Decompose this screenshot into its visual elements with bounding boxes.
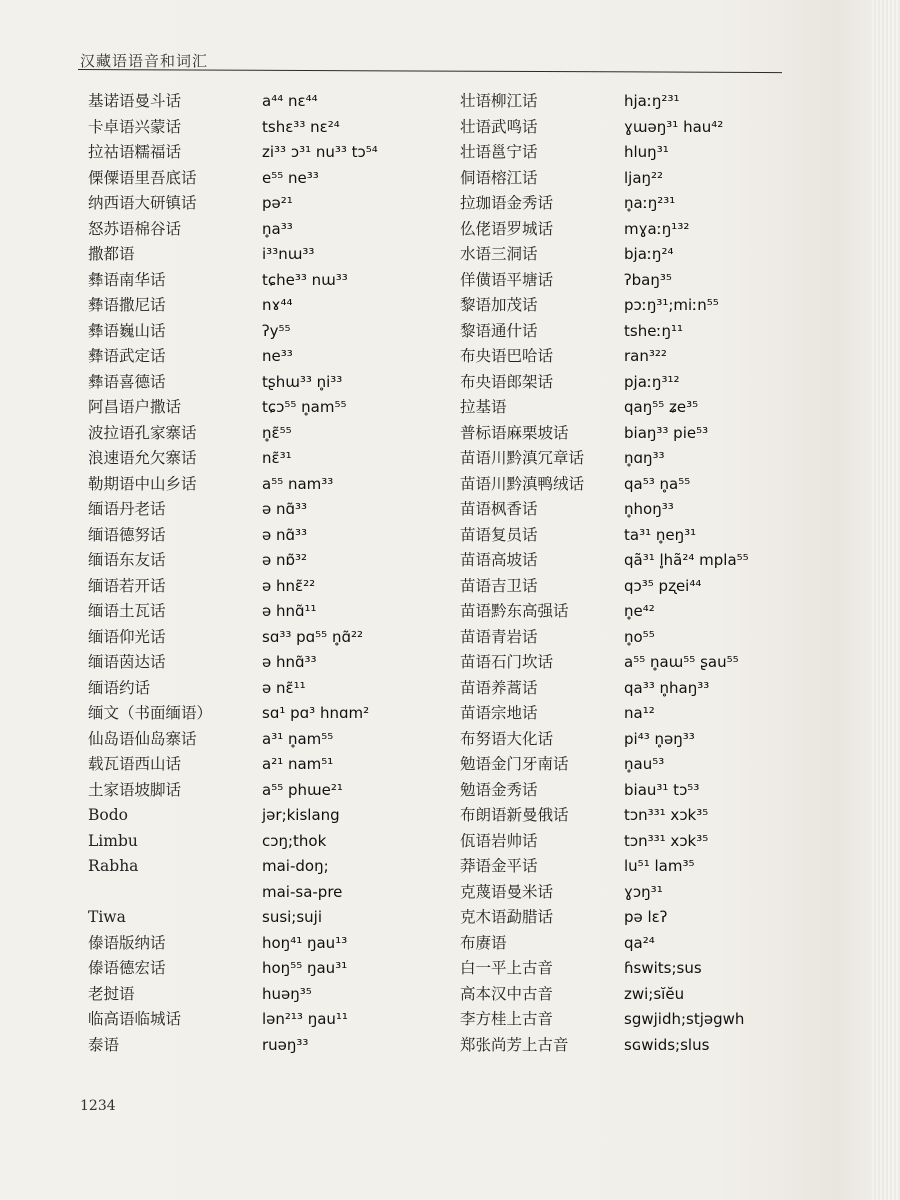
language-name: 老挝语 bbox=[88, 984, 135, 1003]
word-form: na¹² bbox=[624, 704, 655, 722]
word-form: a³¹ n̥am⁵⁵ bbox=[262, 729, 334, 748]
word-form: sɢwids;slus bbox=[624, 1035, 710, 1054]
language-name: 勉语金秀话 bbox=[460, 780, 538, 799]
word-form: ə nɒ̃³² bbox=[262, 551, 308, 569]
word-form: ɣɯəŋ³¹ hau⁴² bbox=[624, 117, 724, 136]
word-form: ne³³ bbox=[262, 347, 293, 365]
word-form: mɣaːŋ¹³² bbox=[624, 219, 690, 238]
word-form: n̥o⁵⁵ bbox=[624, 627, 655, 646]
word-form: n̥ɛ̃⁵⁵ bbox=[262, 423, 292, 442]
word-form: qa²⁴ bbox=[624, 933, 655, 952]
word-form: tɕhe³³ nɯ³³ bbox=[262, 270, 348, 289]
word-form: ɣɔŋ³¹ bbox=[624, 882, 663, 901]
word-form: ʔy⁵⁵ bbox=[262, 321, 291, 340]
language-name: 缅语东友话 bbox=[88, 551, 166, 569]
language-name: 仫佬语罗城话 bbox=[460, 219, 554, 238]
word-form: zi³³ ɔ³¹ nu³³ tɔ⁵⁴ bbox=[262, 143, 378, 161]
language-name: 克木语勐腊话 bbox=[460, 908, 554, 926]
language-name: 莽语金平话 bbox=[460, 857, 538, 875]
word-form: a²¹ nam⁵¹ bbox=[262, 755, 334, 773]
language-name: 佤语岩帅话 bbox=[460, 831, 538, 850]
word-form: pjaːŋ³¹² bbox=[624, 372, 680, 391]
word-form: lu⁵¹ lam³⁵ bbox=[624, 857, 695, 875]
word-form: zwi;sĭĕu bbox=[624, 984, 685, 1003]
word-form: biau³¹ tɔ⁵³ bbox=[624, 780, 700, 799]
language-name: 缅语约话 bbox=[88, 678, 151, 697]
running-head: 汉藏语语音和词汇 bbox=[80, 52, 209, 70]
language-name: 缅语仰光话 bbox=[88, 627, 166, 646]
language-name: 撒都语 bbox=[88, 245, 135, 263]
word-form: qɔ³⁵ pʐei⁴⁴ bbox=[624, 576, 702, 595]
word-form: ruəŋ³³ bbox=[262, 1035, 309, 1054]
word-form: hjaːŋ²³¹ bbox=[624, 92, 680, 110]
word-form: tɔn³³¹ xɔk³⁵ bbox=[624, 806, 709, 824]
language-name: 卡卓语兴蒙话 bbox=[88, 117, 182, 136]
word-form: ə hnɑ̃¹¹ bbox=[262, 602, 317, 620]
language-name: 傣语版纳话 bbox=[88, 933, 166, 952]
word-form: tsheːŋ¹¹ bbox=[624, 321, 684, 340]
language-name: 布央语郎架话 bbox=[460, 372, 554, 391]
word-form: nɛ̃³¹ bbox=[262, 449, 292, 467]
language-name: 载瓦语西山话 bbox=[88, 755, 182, 773]
language-name: 彝语武定话 bbox=[88, 347, 166, 365]
language-name: 苗语养蒿话 bbox=[460, 678, 538, 697]
word-form: ə hnɛ̃²² bbox=[262, 576, 316, 595]
word-form: tshɛ³³ nɛ²⁴ bbox=[262, 117, 340, 136]
language-name: 怒苏语棉谷话 bbox=[88, 219, 182, 238]
word-form: sɑ¹ pɑ³ hnɑm² bbox=[262, 704, 370, 722]
word-form: pi⁴³ n̥əŋ³³ bbox=[624, 729, 695, 748]
language-name: 浪速语允欠寨话 bbox=[88, 449, 197, 467]
word-form: qa⁵³ n̥a⁵⁵ bbox=[624, 474, 691, 493]
word-form: sɑ³³ pɑ⁵⁵ n̥ɑ̃²² bbox=[262, 627, 364, 646]
language-name: 彝语撒尼话 bbox=[88, 296, 166, 314]
word-form: a⁵⁵ nam³³ bbox=[262, 474, 334, 493]
word-form: mai-doŋ; bbox=[262, 857, 329, 875]
language-name: Tiwa bbox=[88, 908, 126, 926]
language-name: 苗语石门坎话 bbox=[460, 653, 554, 671]
language-name: 高本汉中古音 bbox=[460, 984, 554, 1003]
language-name: 苗语吉卫话 bbox=[460, 576, 538, 595]
language-name: 纳西语大研镇话 bbox=[88, 194, 197, 212]
word-form: biaŋ³³ pie⁵³ bbox=[624, 423, 709, 442]
language-name: 拉祜语糯福话 bbox=[88, 143, 182, 161]
language-name: 苗语宗地话 bbox=[460, 704, 538, 722]
word-form: ə nɑ̃³³ bbox=[262, 500, 308, 518]
language-name: 缅语土瓦话 bbox=[88, 602, 166, 620]
language-name: 克蔑语曼米话 bbox=[460, 882, 554, 901]
language-name: 壮语邕宁话 bbox=[460, 143, 538, 161]
page-edge bbox=[872, 0, 900, 1200]
word-form: a⁵⁵ phɯe²¹ bbox=[262, 780, 343, 799]
word-form: pə lɛʔ bbox=[624, 908, 668, 926]
language-name: 苗语枫香话 bbox=[460, 500, 538, 518]
language-name: 苗语复员话 bbox=[460, 525, 538, 544]
word-form: qã³¹ l̥hã²⁴ mpla⁵⁵ bbox=[624, 551, 749, 569]
word-form: pə²¹ bbox=[262, 194, 293, 212]
language-name: 土家语坡脚话 bbox=[88, 780, 182, 799]
language-name: 布朗语新曼俄话 bbox=[460, 806, 569, 824]
language-name: 傣语德宏话 bbox=[88, 959, 166, 977]
language-name: 阿昌语户撒话 bbox=[88, 398, 182, 416]
word-form: i³³nɯ³³ bbox=[262, 245, 315, 263]
language-name: 苗语高坡话 bbox=[460, 551, 538, 569]
language-name: 布赓语 bbox=[460, 933, 507, 952]
word-form: ɦswits;sus bbox=[624, 959, 702, 977]
word-form: tɕɔ⁵⁵ n̥am⁵⁵ bbox=[262, 398, 347, 416]
language-name: 彝语巍山话 bbox=[88, 321, 166, 340]
language-name: 侗语榕江话 bbox=[460, 168, 538, 187]
header-rule bbox=[78, 69, 782, 73]
word-form: mai-sa-pre bbox=[262, 882, 343, 901]
word-form: hoŋ⁴¹ ŋau¹³ bbox=[262, 933, 348, 952]
word-form: ə nɑ̃³³ bbox=[262, 525, 308, 544]
language-name: 白一平上古音 bbox=[460, 959, 554, 977]
word-form: hoŋ⁵⁵ ŋau³¹ bbox=[262, 959, 348, 977]
language-name: 黎语通什话 bbox=[460, 321, 538, 340]
word-form: susi;suji bbox=[262, 908, 323, 926]
language-name: Limbu bbox=[88, 831, 138, 850]
word-form: bjaːŋ²⁴ bbox=[624, 245, 674, 263]
language-name: 普标语麻栗坡话 bbox=[460, 423, 569, 442]
language-name: 缅语德努话 bbox=[88, 525, 166, 544]
word-form: a⁴⁴ nɛ⁴⁴ bbox=[262, 92, 318, 110]
language-name: 仙岛语仙岛寨话 bbox=[88, 729, 197, 748]
word-form: pɔːŋ³¹;miːn⁵⁵ bbox=[624, 296, 719, 314]
language-name: 彝语喜德话 bbox=[88, 372, 166, 391]
word-form: hluŋ³¹ bbox=[624, 143, 669, 161]
word-form: nɤ⁴⁴ bbox=[262, 296, 293, 314]
language-name: 李方桂上古音 bbox=[460, 1010, 554, 1028]
language-name: 泰语 bbox=[88, 1035, 120, 1054]
language-name: 壮语柳江话 bbox=[460, 92, 538, 110]
word-form: n̥au⁵³ bbox=[624, 755, 665, 773]
word-form: ʔbaŋ³⁵ bbox=[624, 270, 672, 289]
language-name: 壮语武鸣话 bbox=[460, 117, 538, 136]
language-name: 苗语青岩话 bbox=[460, 627, 538, 646]
page-number: 1234 bbox=[80, 1098, 116, 1114]
word-form: e⁵⁵ ne³³ bbox=[262, 168, 319, 187]
language-name: 临高语临城话 bbox=[88, 1010, 182, 1028]
language-name: 波拉语孔家寨话 bbox=[88, 423, 197, 442]
language-name: 勉语金门牙南话 bbox=[460, 755, 569, 773]
language-name: 缅语若开话 bbox=[88, 576, 166, 595]
word-form: lən²¹³ ŋau¹¹ bbox=[262, 1010, 348, 1028]
word-form: huəŋ³⁵ bbox=[262, 984, 312, 1003]
language-name: Rabha bbox=[88, 857, 139, 875]
word-form: n̥a³³ bbox=[262, 219, 293, 238]
word-form: a⁵⁵ n̥aɯ⁵⁵ ʂau⁵⁵ bbox=[624, 653, 739, 671]
word-form: jər;kislang bbox=[262, 806, 340, 824]
word-form: cɔŋ;thok bbox=[262, 831, 327, 850]
language-name: 勒期语中山乡话 bbox=[88, 474, 197, 493]
language-name: 布努语大化话 bbox=[460, 729, 554, 748]
word-form: n̥hoŋ³³ bbox=[624, 500, 674, 518]
language-name: 拉基语 bbox=[460, 398, 507, 416]
language-name: 缅语丹老话 bbox=[88, 500, 166, 518]
word-form: ljaŋ²² bbox=[624, 168, 664, 187]
word-form: qaŋ⁵⁵ ʑe³⁵ bbox=[624, 398, 699, 416]
language-name: 拉珈语金秀话 bbox=[460, 194, 554, 212]
language-name: 苗语川黔滇冗章话 bbox=[460, 449, 585, 467]
language-name: 苗语黔东高强话 bbox=[460, 602, 569, 620]
word-form: ə nɛ̃¹¹ bbox=[262, 678, 306, 697]
language-name: 彝语南华话 bbox=[88, 270, 166, 289]
word-form: n̥ɑŋ³³ bbox=[624, 449, 665, 467]
language-name: 黎语加茂话 bbox=[460, 296, 538, 314]
word-form: qa³³ n̥haŋ³³ bbox=[624, 678, 710, 697]
language-name: 缅语茵达话 bbox=[88, 653, 166, 671]
language-name: Bodo bbox=[88, 806, 128, 824]
word-form: tʂhɯ³³ n̥i³³ bbox=[262, 372, 343, 391]
language-name: 水语三洞话 bbox=[460, 245, 538, 263]
language-name: 佯僙语平塘话 bbox=[460, 270, 554, 289]
word-form: ta³¹ n̥eŋ³¹ bbox=[624, 525, 697, 544]
language-name: 郑张尚芳上古音 bbox=[460, 1035, 569, 1054]
word-form: ə hnɑ̃³³ bbox=[262, 653, 317, 671]
language-name: 基诺语曼斗话 bbox=[88, 92, 182, 110]
word-form: ran³²² bbox=[624, 347, 667, 365]
language-name: 傈僳语里吾底话 bbox=[88, 168, 197, 187]
word-form: sgwjidh;stjəgwh bbox=[624, 1010, 745, 1028]
word-form: n̥aːŋ²³¹ bbox=[624, 194, 676, 212]
language-name: 缅文（书面缅语） bbox=[88, 704, 213, 722]
word-form: tɔn³³¹ xɔk³⁵ bbox=[624, 831, 709, 850]
word-form: n̥e⁴² bbox=[624, 602, 655, 620]
language-name: 布央语巴哈话 bbox=[460, 347, 554, 365]
language-name: 苗语川黔滇鸭绒话 bbox=[460, 474, 585, 493]
